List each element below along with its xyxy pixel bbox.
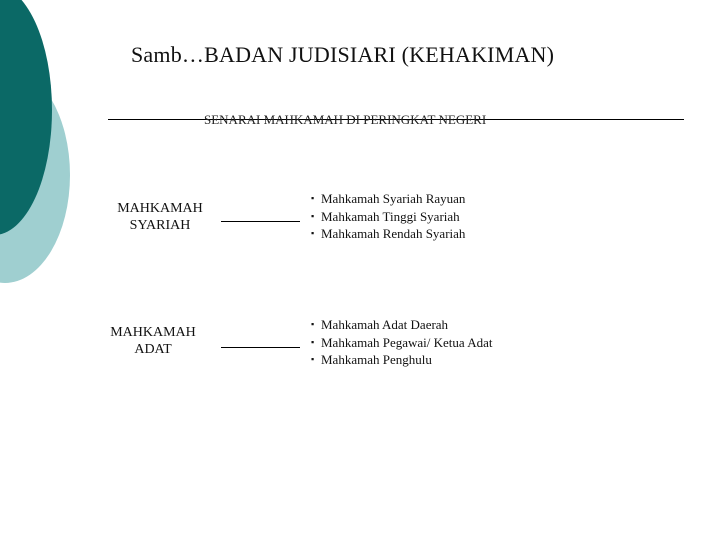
list-item xyxy=(311,190,465,208)
list-item-text: Mahkamah Rendah Syariah xyxy=(321,226,466,241)
list-syariah-courts xyxy=(311,190,465,243)
bullet-icon: ▪ xyxy=(311,210,315,221)
list-item-text: Mahkamah Penghulu xyxy=(321,352,432,367)
list-item xyxy=(311,208,465,226)
list-item-text: Mahkamah Syariah Rayuan xyxy=(321,191,466,206)
bullet-icon: ▪ xyxy=(311,336,315,347)
connector-line-syariah xyxy=(221,221,300,222)
group-label-syariah xyxy=(105,200,215,234)
list-item-text: Mahkamah Pegawai/ Ketua Adat xyxy=(321,334,493,350)
bullet-icon: ▪ xyxy=(311,354,315,364)
group-label-line1: MAHKAMAH xyxy=(117,201,203,216)
group-label-line2: SYARIAH xyxy=(129,218,191,233)
connector-line-adat xyxy=(221,347,300,348)
group-label-line2: ADAT xyxy=(134,342,172,357)
list-item xyxy=(311,334,492,352)
bullet-icon: ▪ xyxy=(311,319,315,329)
group-label-line1: MAHKAMAH xyxy=(110,325,196,340)
list-item xyxy=(311,316,492,334)
slide-subtitle: SENARAI MAHKAMAH DI PERINGKAT NEGERI xyxy=(204,112,487,127)
bullet-icon: ▪ xyxy=(311,193,315,203)
bullet-icon: ▪ xyxy=(311,228,315,238)
list-item-text: Mahkamah Adat Daerah xyxy=(321,317,449,332)
list-item xyxy=(311,225,465,243)
group-label-adat xyxy=(98,324,208,358)
decorative-circles xyxy=(0,0,80,290)
slide-title: Samb…BADAN JUDISIARI (KEHAKIMAN) xyxy=(131,42,555,67)
list-item xyxy=(311,351,492,369)
list-adat-courts xyxy=(311,316,492,369)
list-item-text: Mahkamah Tinggi Syariah xyxy=(321,208,460,224)
